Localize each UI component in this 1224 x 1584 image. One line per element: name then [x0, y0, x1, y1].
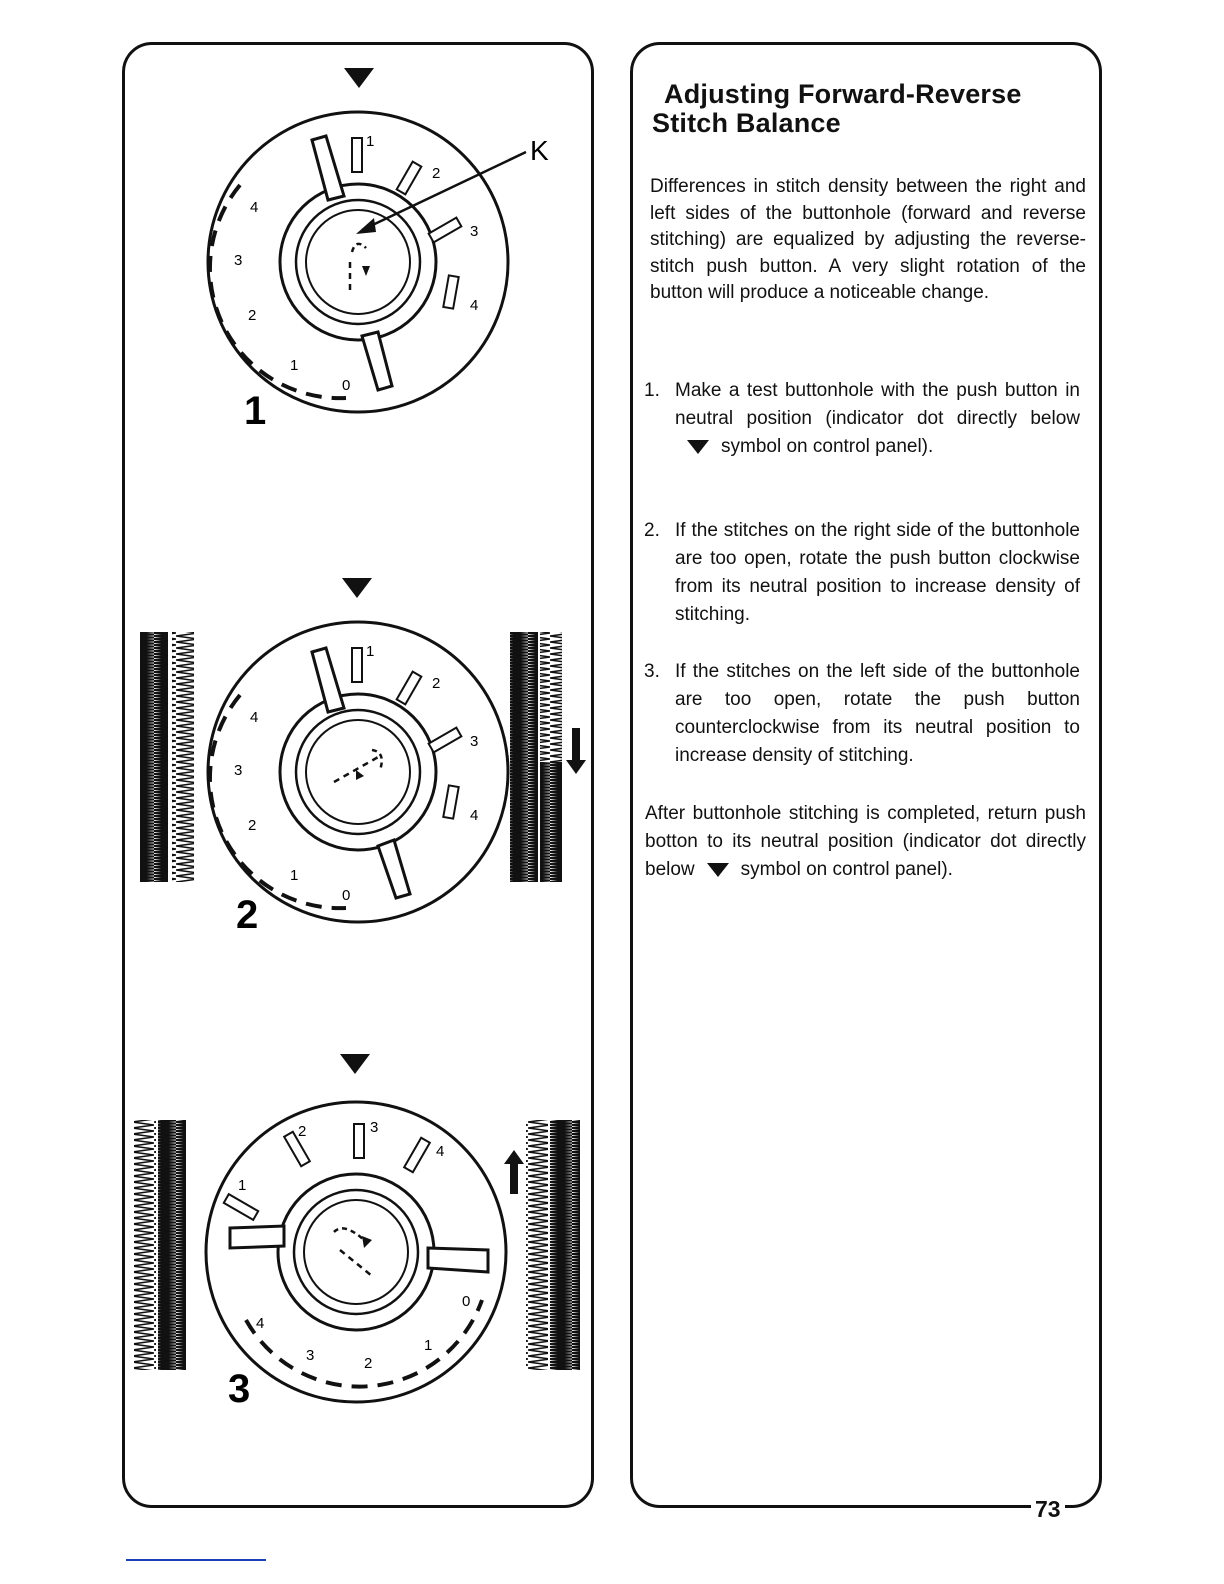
title-line-2: Stitch Balance	[652, 108, 841, 138]
step-1-text-before: Make a test buttonhole with the push button in neutral position (indicator dot directly below	[675, 380, 1080, 429]
svg-text:4: 4	[436, 1143, 445, 1160]
bottom-rule	[126, 1559, 266, 1561]
svg-text:4: 4	[250, 199, 259, 216]
svg-text:3: 3	[234, 252, 243, 269]
figure-3	[134, 1054, 580, 1411]
svg-text:3: 3	[306, 1347, 315, 1364]
svg-text:2: 2	[364, 1355, 373, 1372]
step-number: 2.	[644, 520, 660, 541]
dial-ring	[280, 184, 436, 340]
step-text	[675, 377, 1080, 461]
svg-text:3: 3	[470, 733, 479, 750]
step-1-text-after: symbol on control panel).	[721, 436, 934, 457]
svg-text:1: 1	[366, 133, 375, 150]
page-number: 73	[1031, 1496, 1065, 1523]
title-line-1: Adjusting Forward-Reverse	[664, 79, 1022, 109]
svg-text:3: 3	[234, 762, 243, 779]
step-2	[644, 517, 1080, 629]
svg-text:2: 2	[298, 1123, 307, 1140]
svg-text:4: 4	[470, 297, 479, 314]
svg-text:0: 0	[462, 1293, 471, 1310]
svg-text:1: 1	[238, 1177, 247, 1194]
svg-text:4: 4	[256, 1315, 265, 1332]
step-text: If the stitches on the right side of the buttonhole are too open, rotate the push button clockwise from its neutral position to increase density of stitching.	[675, 520, 1080, 625]
figure-2-number: 2	[236, 893, 259, 937]
step-text: If the stitches on the left side of the buttonhole are too open, rotate the push button counterclockwise from its neutral position to increase density of stitching.	[675, 661, 1080, 766]
svg-text:2: 2	[432, 165, 441, 182]
step-3	[644, 658, 1080, 770]
svg-text:3: 3	[470, 223, 479, 240]
closing-paragraph	[645, 800, 1086, 884]
intro-paragraph: Differences in stitch density between the right and left sides of the buttonhole (forward and reverse stitching) are equalized by adjusting the reverse-stitch push button. A very slight rotation of the button will produce a noticeable change.	[650, 176, 1086, 303]
svg-text:4: 4	[250, 709, 259, 726]
step-1	[644, 377, 1080, 461]
neutral-marker-triangle	[342, 578, 372, 598]
svg-text:3: 3	[370, 1119, 379, 1136]
closing-text-after: symbol on control panel).	[740, 859, 953, 880]
svg-text:4: 4	[470, 807, 479, 824]
svg-text:2: 2	[432, 675, 441, 692]
figure-3-number: 3	[228, 1367, 251, 1411]
callout-K: K	[530, 135, 549, 166]
step-number: 3.	[644, 661, 660, 682]
svg-text:2: 2	[248, 307, 257, 324]
figure-2	[140, 578, 586, 937]
svg-text:2: 2	[248, 817, 257, 834]
svg-text:1: 1	[424, 1337, 433, 1354]
svg-text:1: 1	[290, 357, 299, 374]
triangle-symbol-icon	[707, 863, 729, 877]
svg-text:1: 1	[290, 867, 299, 884]
figure-1	[208, 68, 549, 433]
step-number: 1.	[644, 380, 660, 401]
svg-text:0: 0	[342, 377, 351, 394]
closing-text-before: After buttonhole stitching is completed, return push botton to its neutral position (indicator dot directly below	[645, 803, 1086, 880]
triangle-symbol-icon	[687, 440, 709, 454]
svg-text:0: 0	[342, 887, 351, 904]
svg-text:1: 1	[366, 643, 375, 660]
neutral-marker-triangle	[340, 1054, 370, 1074]
page-title	[652, 80, 1022, 138]
dial-ring	[278, 1174, 434, 1330]
neutral-marker-triangle	[344, 68, 374, 88]
figure-1-number: 1	[244, 389, 267, 433]
